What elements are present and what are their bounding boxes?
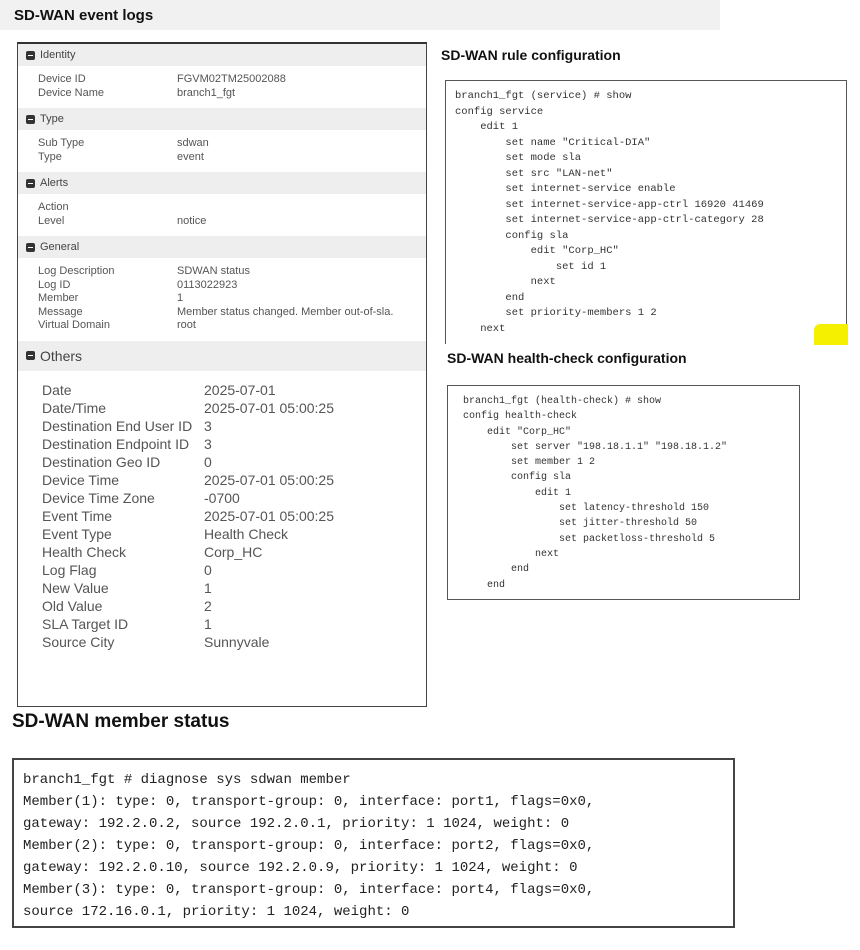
log-section-type — [18, 108, 426, 172]
field-value: Member status changed. Member out-of-sla. — [177, 305, 394, 318]
field-value: SDWAN status — [177, 265, 250, 277]
field-label: Device Name — [38, 86, 105, 99]
section-header[interactable] — [18, 236, 426, 258]
field-label: Destination Endpoint ID — [42, 435, 190, 452]
health-check-cli: branch1_fgt (health-check) # show config health-check edit "Corp_HC" set server "198.18.1.1" "198.18.1.2" set member 1 2 config sla edit 1 set latency-threshold 150 set jitter-threshold 50 set packetloss-threshold 5 next end end — [447, 385, 800, 600]
field-value: 0 — [204, 453, 212, 470]
section-rows — [18, 130, 426, 172]
field-label: Date/Time — [42, 399, 107, 416]
log-field-row — [42, 543, 426, 561]
field-label: Source City — [42, 633, 115, 650]
field-value: 1 — [204, 579, 212, 596]
log-field-row — [42, 453, 426, 471]
field-label: Type — [38, 150, 62, 163]
field-label: Destination End User ID — [42, 417, 193, 434]
log-field-row — [42, 507, 426, 525]
section-title: Identity — [40, 49, 76, 61]
field-value: 2 — [204, 597, 212, 614]
section-header[interactable] — [18, 108, 426, 130]
field-value: 1 — [177, 292, 184, 304]
section-header[interactable] — [18, 341, 426, 371]
section-rows — [18, 66, 426, 108]
log-field-row — [42, 597, 426, 615]
field-value: 2025-07-01 — [204, 381, 276, 398]
field-value: 3 — [204, 417, 212, 434]
field-label: Old Value — [42, 597, 103, 614]
field-value: notice — [177, 214, 207, 227]
log-section-general — [18, 236, 426, 341]
field-label: Device Time Zone — [42, 489, 155, 506]
field-value: 2025-07-01 05:00:25 — [204, 507, 334, 524]
log-field-row — [42, 579, 426, 597]
field-value: 0113022923 — [177, 278, 238, 291]
section-rows — [18, 371, 426, 651]
log-field-row — [42, 435, 426, 453]
log-field-row — [38, 137, 426, 151]
field-label: Health Check — [42, 543, 127, 560]
log-field-row — [38, 265, 426, 279]
log-field-row — [42, 615, 426, 633]
event-logs-title: SD-WAN event logs — [14, 7, 154, 24]
field-label: Destination Geo ID — [42, 453, 161, 470]
log-field-row — [38, 151, 426, 165]
field-value: sdwan — [177, 137, 209, 149]
field-value: Health Check — [204, 525, 289, 542]
field-label: Device ID — [38, 73, 86, 85]
log-field-row — [42, 525, 426, 543]
field-label: Event Type — [42, 525, 112, 542]
log-field-row — [38, 215, 426, 229]
section-title: Alerts — [40, 177, 69, 189]
health-check-title: SD-WAN health-check configuration — [447, 350, 687, 366]
event-log-panel — [17, 42, 427, 707]
field-value: root — [177, 319, 196, 331]
log-field-row — [38, 87, 426, 101]
member-status-title: SD-WAN member status — [12, 711, 230, 732]
log-field-row — [42, 381, 426, 399]
log-field-row — [42, 417, 426, 435]
section-title: General — [40, 241, 80, 253]
field-value: FGVM02TM25002088 — [177, 73, 286, 85]
field-value: 1 — [204, 615, 212, 632]
member-status-cli: branch1_fgt # diagnose sys sdwan member Member(1): type: 0, transport-group: 0, interface: port1, flags=0x0, gateway: 192.2.0.2, source 192.2.0.1, priority: 1 1024, weight: 0 Member(2): type: 0, transport-group: 0, interface: port2, flags=0x0, gateway: 192.2.0.10, source 192.2.0.9, priority: 1 1024, weight: 0 Member(3): type: 0, transport-group: 0, interface: port4, flags=0x0, source 172.16.0.1, priority: 1 1024, weight: 0 — [12, 758, 735, 928]
section-title: Type — [40, 113, 64, 125]
log-field-row — [38, 73, 426, 87]
field-label: Action — [38, 201, 69, 213]
log-field-row — [38, 279, 426, 293]
log-field-row — [38, 319, 426, 333]
section-header[interactable] — [18, 172, 426, 194]
field-value: 0 — [204, 561, 212, 578]
field-label: Log Description — [38, 265, 115, 277]
field-label: Virtual Domain — [38, 319, 110, 331]
section-title: Others — [40, 347, 83, 364]
collapse-icon[interactable] — [26, 243, 35, 252]
log-field-row — [42, 489, 426, 507]
field-label: Date — [42, 381, 72, 398]
section-header[interactable] — [18, 44, 426, 66]
log-field-row — [38, 306, 426, 320]
field-value: -0700 — [204, 489, 240, 506]
log-field-row — [38, 201, 426, 215]
field-value: branch1_fgt — [177, 86, 236, 99]
field-label: Log ID — [38, 278, 71, 291]
field-label: Event Time — [42, 507, 113, 524]
rule-config-cli: branch1_fgt (service) # show config service edit 1 set name "Critical-DIA" set mode sla set src "LAN-net" set internet-service enable set internet-service-app-ctrl 16920 41469 set internet-service-app-ctrl-category 28 config sla edit "Corp_HC" set id 1 next end set priority-members 1 2 next — [445, 80, 847, 344]
log-section-alerts — [18, 172, 426, 236]
log-field-row — [42, 561, 426, 579]
field-label: Sub Type — [38, 137, 85, 149]
field-label: SLA Target ID — [42, 615, 129, 632]
section-rows — [18, 258, 426, 341]
field-label: Device Time — [42, 471, 120, 488]
field-label: Member — [38, 292, 79, 304]
field-label: Level — [38, 214, 65, 227]
log-field-row — [42, 399, 426, 417]
field-value: 3 — [204, 435, 212, 452]
field-value: 2025-07-01 05:00:25 — [204, 471, 334, 488]
field-value: Sunnyvale — [204, 633, 270, 650]
rule-config-title: SD-WAN rule configuration — [441, 47, 621, 63]
field-label: Log Flag — [42, 561, 97, 578]
field-value: 2025-07-01 05:00:25 — [204, 399, 334, 416]
log-field-row — [42, 633, 426, 651]
field-label: New Value — [42, 579, 109, 596]
field-value: Corp_HC — [204, 543, 263, 560]
field-value: event — [177, 150, 204, 163]
log-section-others — [18, 341, 426, 651]
yellow-highlight — [814, 324, 848, 345]
collapse-icon[interactable] — [26, 115, 35, 124]
field-label: Message — [38, 305, 83, 318]
log-section-identity — [18, 44, 426, 108]
collapse-icon[interactable] — [26, 51, 35, 60]
log-field-row — [38, 292, 426, 306]
collapse-icon[interactable] — [26, 179, 35, 188]
section-rows — [18, 194, 426, 236]
collapse-icon[interactable] — [26, 351, 35, 360]
log-field-row — [42, 471, 426, 489]
